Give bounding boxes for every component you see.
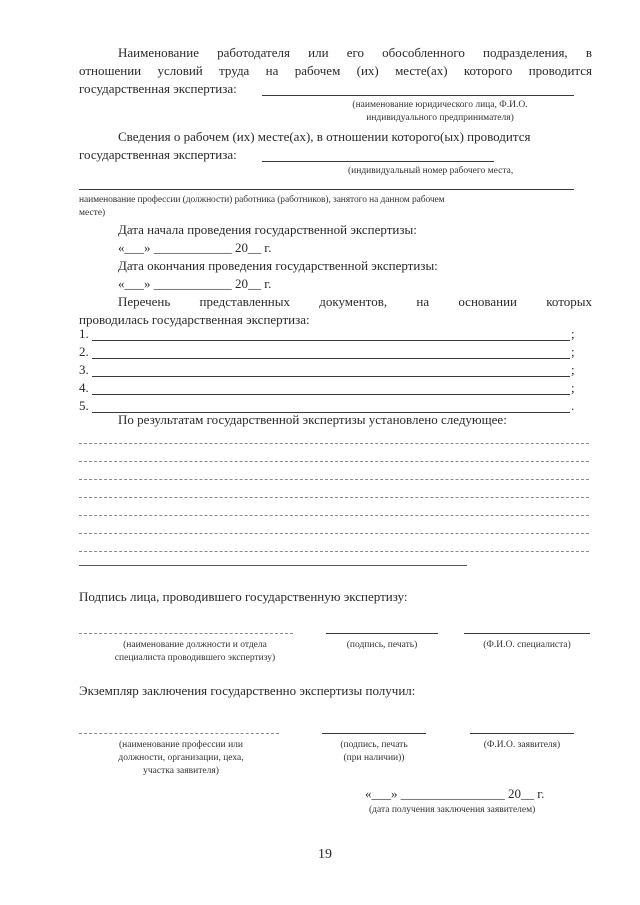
workplace-caption-3: месте) (79, 208, 106, 218)
expert-name-caption: (Ф.И.О. специалиста) (483, 640, 571, 650)
item-end: ; (571, 326, 575, 341)
receiver-position-caption-3: участка заявителя) (143, 766, 219, 776)
employer-line-3: государственная экспертиза: (79, 81, 237, 96)
results-line[interactable] (79, 533, 589, 534)
receiver-name-field[interactable] (470, 733, 574, 734)
item-end: ; (571, 380, 575, 395)
results-line[interactable] (79, 479, 589, 480)
item-number: 1. (79, 326, 89, 341)
results-line[interactable] (79, 565, 467, 566)
results-line[interactable] (79, 551, 589, 552)
item-field[interactable] (92, 376, 570, 377)
item-field[interactable] (92, 394, 570, 395)
item-end: . (571, 398, 575, 413)
documents-line-2: проводилась государственная экспертиза: (79, 312, 310, 327)
workplace-caption-2: наименование профессии (должности) работника (работников), занятого на данном рабочем (79, 195, 445, 205)
item-number: 3. (79, 362, 89, 377)
workplace-field-2[interactable] (79, 189, 574, 190)
results-line[interactable] (79, 497, 589, 498)
receiver-position-field[interactable] (79, 733, 279, 734)
receiver-position-caption-1: (наименование профессии или (118, 740, 244, 750)
employer-caption-2: индивидуального предпринимателя) (366, 113, 514, 123)
item-field[interactable] (92, 340, 570, 341)
expert-position-caption-1: (наименование должности и отдела (123, 640, 267, 650)
start-date-field[interactable]: «___» ____________ 20__ г. (118, 240, 272, 255)
results-line[interactable] (79, 461, 589, 462)
receipt-date-field[interactable]: «___» ________________ 20__ г. (365, 786, 545, 801)
expert-sign-caption: (подпись, печать) (346, 640, 418, 650)
receiver-sign-caption-1: (подпись, печать (340, 740, 408, 750)
expert-signature-heading: Подпись лица, проводившего государственную экспертизу: (79, 589, 408, 604)
results-line[interactable] (79, 443, 589, 444)
item-end: ; (571, 344, 575, 359)
page-number: 19 (318, 847, 332, 862)
receiver-name-caption: (Ф.И.О. заявителя) (483, 740, 561, 750)
end-date-field[interactable]: «___» ____________ 20__ г. (118, 276, 272, 291)
item-number: 4. (79, 380, 89, 395)
documents-line-1: Перечень представленных документов, на основании которых (118, 294, 592, 309)
results-line[interactable] (79, 515, 589, 516)
receiver-position-caption-2: должности, организации, цеха, (118, 753, 244, 763)
item-number: 2. (79, 344, 89, 359)
expert-sign-field[interactable] (326, 633, 438, 634)
item-number: 5. (79, 398, 89, 413)
item-end: ; (571, 362, 575, 377)
workplace-caption-1: (индивидуальный номер рабочего места, (348, 166, 514, 176)
end-date-label: Дата окончания проведения государственной экспертизы: (118, 258, 438, 273)
employer-line-2: отношении условий труда на рабочем (их) месте(ах) которого проводится (79, 63, 592, 78)
expert-position-field[interactable] (79, 633, 293, 634)
receiver-sign-field[interactable] (322, 733, 426, 734)
start-date-label: Дата начала проведения государственной экспертизы: (118, 222, 417, 237)
workplace-line-1: Сведения о рабочем (их) месте(ах), в отношении которого(ых) проводится (118, 129, 531, 144)
employer-line-1: Наименование работодателя или его обособленного подразделения, в (118, 45, 592, 60)
workplace-field-1[interactable] (262, 161, 494, 162)
workplace-line-2: государственная экспертиза: (79, 147, 237, 162)
receiver-heading: Экземпляр заключения государственно экспертизы получил: (79, 683, 416, 698)
employer-name-field[interactable] (262, 95, 574, 96)
expert-name-field[interactable] (464, 633, 590, 634)
results-heading: По результатам государственной экспертизы установлено следующее: (118, 412, 507, 427)
item-field[interactable] (92, 358, 570, 359)
receipt-date-caption: (дата получения заключения заявителем) (369, 805, 536, 815)
employer-caption-1: (наименование юридического лица, Ф.И.О. (352, 100, 528, 110)
receiver-sign-caption-2: (при наличии)) (343, 753, 405, 763)
expert-position-caption-2: специалиста проводившего экспертизу) (114, 653, 276, 663)
